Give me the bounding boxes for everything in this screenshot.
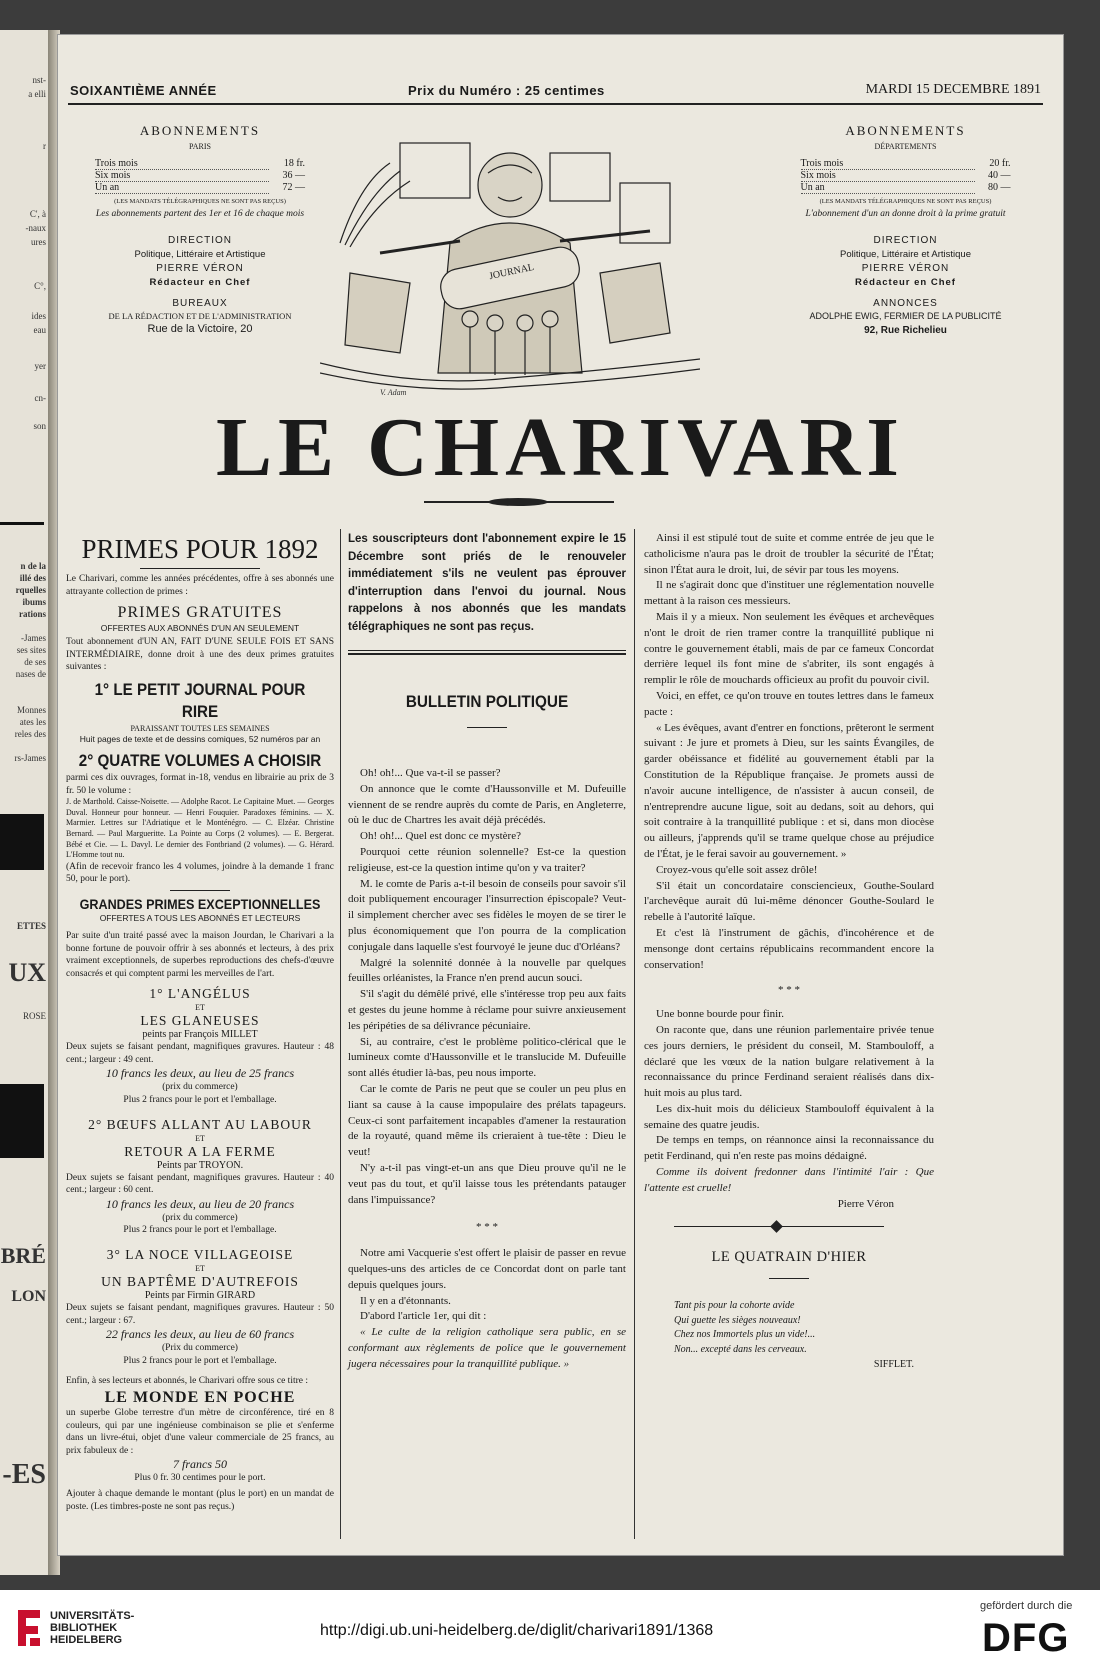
strip-fragment: r [43,141,46,151]
bulletin-title: BULLETIN POLITIQUE [405,692,569,711]
g3-commerce: (Prix du commerce) [162,1343,238,1354]
et-label: ET [195,1003,205,1013]
g1-price: 10 francs les deux, au lieu de 25 francs [105,1066,295,1081]
mandats-note: (LES MANDATS TÉLÉGRAPHIQUES NE SONT PAS REÇUS) [819,198,992,205]
g2-text: Deux sujets se faisant pendant, magnifiques gravures. Hauteur : 40 cent.; largeur : 60 cent. [66,1172,334,1196]
strip-fragment: eau [33,325,46,335]
address: Rue de la Victoire, 20 [147,323,253,335]
primes-column [66,533,334,1513]
bulletin-paragraph: Il y en a d'étonnants. [360,1294,451,1307]
logo-line: HEIDELBERG [50,1634,123,1646]
column-rule [634,529,635,1539]
grandes-title: GRANDES PRIMES EXCEPTIONNELLES [79,895,321,912]
director-name: PIERRE VÉRON [156,263,244,274]
title-rule-ornament [488,498,548,506]
primes-title: PRIMES POUR 1892 [81,534,319,564]
bulletin-paragraph: Pourquoi cette réunion solennelle? Est-ce la question religieuse, est-ce la question intime qu'on y va traiter? [348,845,626,874]
bulletin-paragraph: On annonce que le comte d'Haussonville et M. Dufeuille viennent de se rendre auprès du comte de Paris, en Angleterre, où le duc de Chartres les avait déjà précédés. [348,782,626,827]
col3-paragraph: On raconte que, dans une réunion parlementaire privée tenue ces jours derniers, le président du conseil, M. Stambouloff, a déclaré que les vœux de la nation bulgare relativement à la reconnaissance du prince Ferdinand seraient réalisés dans dix-huit mois au plus tard. [644,1023,934,1100]
logo-line: UNIVERSITÄTS- [50,1610,135,1622]
g1-title-b: LES GLANEUSES [140,1013,260,1029]
et-label: ET [195,1133,205,1143]
year-label: SOIXANTIÈME ANNÉE [70,83,217,98]
section-rule [467,727,507,728]
direction-label: DIRECTION [873,235,938,246]
price-row: Trois mois 20 fr. [800,158,1011,169]
grandes-sub: OFFERTES A TOUS LES ABONNÉS ET LECTEURS [99,912,301,923]
quatrain-line: Tant pis pour la cohorte avide [674,1300,795,1312]
masthead-illustration [320,123,700,403]
quatrain-line: Chez nos Immortels plus un vide!... [674,1329,816,1341]
strip-fragment: ROSE [22,1011,46,1021]
subscriptions-sub: DÉPARTEMENTS [874,142,937,151]
strip-fragment: C°, [34,281,46,291]
books-pile [600,263,670,343]
strip-fragment: a elli [28,89,46,99]
strip-fragment: son [33,421,46,431]
annonces-label: ANNONCES [873,298,938,309]
monde-text: un superbe Globe terrestre d'un mètre de circonférence, tiré en 8 couleurs, qui par une ingénieuse combinaison se plie et s'enferme dans un livre-étui, objet d'une valeur commerciale de 25 francs, au prix fabuleux de : [66,1408,334,1456]
g1-commerce: (prix du commerce) [162,1082,238,1093]
heidelberg-logo-icon [14,1608,44,1648]
section-rule [769,1278,809,1279]
bulletin-paragraph: Notre ami Vacquerie s'est offert le plaisir de passer en revue quelques-uns des articles de ce Concordat dont on parle tant depuis quelques jours. [348,1247,626,1291]
subscriptions-heading: ABONNEMENTS [139,123,261,138]
newspaper-title: LE CHARIVARI [216,401,905,494]
bulletin-paragraph: « Le culte de la religion catholique sera public, en se conformant aux règlements de police que le gouvernement jugera nécessaires pour la tranquillité publique. » [348,1326,626,1370]
figure-head [478,153,542,217]
strip-fragment: reles des [14,729,46,739]
subscriptions-italic: Les abonnements partent des 1er et 16 de chaque mois [95,209,305,219]
strip-fragment: -ES [2,1459,46,1490]
price-row: Six mois 36 — [95,170,305,181]
col3-paragraph: « Les évêques, avant d'entrer en fonctions, prêteront le serment suivant : Je jure et promets à Dieu, sur les saints Évangiles, de garder obéissance et fidélité au gouvernement établi par la Constitution de la République française. Je promets aussi de n'avoir aucune intelligence, de n'assister à aucun conseil, de n'entreprendre aucune ligue, soit au dedans, soit au dehors, qui soit contraire à la tranquillité publique : et si, dans mon diocèse ou ailleurs, j'apprends qu'il se trame quelque chose au préjudice de l'État, je le ferai savoir au gouvernement. » [644,721,934,860]
quatrain-line: Non... excepté dans les cerveaux. [674,1343,807,1355]
strip-fragment: rs-James [14,753,46,763]
bureaux-sub: DE LA RÉDACTION ET DE L'ADMINISTRATION [108,311,292,321]
g3-text: Deux sujets se faisant pendant, magnifiques gravures. Hauteur : 50 cent.; largeur : 67. [66,1303,334,1326]
col3-paragraph: Les dix-huit mois du délicieux Stambouloff équivalent à la semaine des quatre jeudis. [644,1102,934,1131]
monde-title: LE MONDE EN POCHE [104,1389,296,1406]
renewal-notice: Les souscripteurs dont l'abonnement expire le 15 Décembre sont priés de le renouveler immédiatement s'ils ne veulent pas éprouver d'interruption dans l'envoi du journal. Nous rappelons à nos abonnés que les mandats télégraphiques ne sont pas reçus. [348,533,626,633]
strip-fragment: -naux [25,223,46,233]
g2-title: 2° BŒUFS ALLANT AU LABOUR [88,1116,312,1132]
g2-title-b: RETOUR A LA FERME [124,1143,276,1159]
direction-sub: Politique, Littéraire et Artistique [134,249,266,260]
price-row: Un an 80 — [800,182,1011,193]
subscriptions-left [70,123,330,335]
strip-fragment: -James [21,633,46,643]
strip-fragment: Monnes [17,705,46,715]
strip-fragment: nases de [15,669,46,679]
double-rule [348,653,626,655]
g3-port: Plus 2 francs pour le port et l'emballage. [123,1355,277,1366]
strip-fragment: LON [11,1288,46,1305]
g3-author: Peints par Firmin GIRARD [144,1290,256,1302]
quatrain-line: Qui guette les sièges nouveaux! [674,1314,801,1326]
bulletin-paragraph: Si, au contraire, c'est le problème politico-clérical que le lumineux comte d'Haussonville et le translucide M. Dufeuille sont allés étudier là-bas, peu nous importe. [348,1035,626,1080]
strip-fragment: ses sites [16,645,46,655]
bulletin-paragraph: Oh! oh!... Que va-t-il se passer? [360,767,501,779]
prime-2-title: 2° QUATRE VOLUMES A CHOISIR [78,751,322,770]
primes-intro: Le Charivari, comme les années précédentes, offre à ses abonnés une attrayante collection de primes : [66,574,334,597]
right-column [644,531,934,1373]
bulletin-paragraph: Oh! oh!... Quel est donc ce mystère? [360,830,521,843]
prime-1-text: Huit pages de texte et de dessins comiques, 52 numéros par an [79,733,321,744]
col3-paragraph: Mais il y a mieux. Non seulement les évêques et archevêques n'ont le droit de rien tramer contre la tranquillité publique ni contre le gouvernement établi, mais de par ce fameux Concordat derrière lequel ils font mine de s'abriter, ils sont engagés à remplir le rôle de mouchards officieux au profit du pouvoir civil. [644,610,934,687]
ornament-rule [644,1212,934,1242]
column-rule [340,529,341,1539]
digitization-footer [0,1590,1100,1674]
newspaper-page [58,35,1063,1555]
strip-ad-block [0,814,44,870]
g3-title-b: UN BAPTÊME D'AUTREFOIS [101,1274,299,1290]
section-rule [140,568,260,569]
monde-port: Plus 0 fr. 30 centimes pour le port. [134,1473,266,1484]
offer-text: Tout abonnement d'UN AN, FAIT D'UNE SEULE FOIS ET SANS INTERMÉDIAIRE, donne droit à une des deux primes gratuites suivantes : [66,637,334,673]
prime-2-text: parmi ces dix ouvrages, format in-18, vendus en librairie au prix de 3 fr. 50 le volume : [66,772,334,796]
strip-fragment: rquelles [15,585,46,595]
bulletin-paragraph: M. le comte de Paris a-t-il besoin de conseils pour savoir s'il doit publiquement encourager l'insurrection épiscopale? Veut-il simplement chercher avec ses fidèles le moyen de se tirer le plus économiquement que l'on pourra de la complication conjugale dans laquelle s'est fourvoyé le jeune duc d'Orléans? [348,877,626,953]
strip-fragment: n de la [20,561,46,571]
picture-frame [550,153,610,201]
address: 92, Rue Richelieu [864,325,947,336]
gratuites-heading: PRIMES GRATUITES [117,604,283,622]
ornament-diamond [770,1221,783,1234]
strip-ad-block [0,1084,44,1158]
g1-port: Plus 2 francs pour le port et l'emballage. [123,1095,277,1106]
director-role: Rédacteur en Chef [149,277,251,288]
col3-paragraph: Ainsi il est stipulé tout de suite et comme entrée de jeu que le catholicisme n'aura pas le droit de troubler la sécurité de l'État; sinon l'État aura le droit, lui, de sévir par tous les moyens. [644,532,934,576]
bulletin-paragraph: D'abord l'article 1er, qui dit : [360,1310,487,1323]
engraver-signature: V. Adam [380,388,407,397]
grandes-text: Par suite d'un traité passé avec la maison Jourdan, le Charivari a la bonne fortune de pouvoir offrir à ses abonnés et lecteurs, à des prix vraiment exceptionnels, de superbes reproductions des chefs-d'œuvre consacrés et qui comptent parmi les merveilles de l'art. [66,930,334,979]
direction-label: DIRECTION [168,235,232,246]
stars-separator: * * * [476,1221,498,1234]
col3-paragraph: Une bonne bourde pour finir. [656,1008,784,1021]
prime-2-list: J. de Marthold. Caisse-Noisette. — Adolphe Racot. Le Capitaine Muet. — Georges Duval. Honneur pour honneur. — Henri Fouquier. Paradoxes féminins. — X. Marmier. Lettres sur l'Adriatique et le Monténégro. — C. Elzéar. Christine Bernard. — Paul Margueritte. La Pointe au Corps (2 volumes). — E. Bergerat. Bébé et Cie. — L. Davyl. Le dernier des Fontbriand (2 volumes). — G. Hérard. L'Homme tout nu. [66,797,334,860]
header-rule [68,103,1043,105]
director-role: Rédacteur en Chef [855,277,956,288]
strip-rule [0,522,44,525]
date-label: MARDI 15 DECEMBRE 1891 [865,82,1041,97]
dfg-logo: DFG [982,1616,1070,1660]
price-row: Six mois 40 — [800,170,1011,181]
strip-fragment: ETTES [16,921,46,931]
illustration-svg [320,123,700,403]
double-rule [348,650,626,651]
journal-word: JOURNAL [488,261,536,283]
col3-paragraph: Croyez-vous qu'elle soit assez drôle! [656,863,818,876]
papers-pile [345,273,410,353]
price-label: Prix du Numéro : 25 centimes [408,83,605,98]
permalink[interactable]: http://digi.ub.uni-heidelberg.de/diglit/charivari1891/1368 [320,1622,714,1639]
subscriptions-heading: ABONNEMENTS [845,123,966,138]
strip-fragment: rations [19,609,46,619]
logo-line: BIBLIOTHEK [50,1622,118,1634]
col3-paragraph: Il ne s'agirait donc que d'instituer une réglementation nouvelle mettant à la raison ces messieurs. [644,579,934,608]
strip-fragment: ates les [19,717,46,727]
col3-paragraph: Et c'est là l'instrument de gâchis, d'incohérence et de mensonge dont certains républicains recommandent encore la conservation! [644,926,934,971]
col3-paragraph: De temps en temps, on réannonce ainsi la reconnaissance du petit Ferdinand, qui n'en reste pas moins dédaigné. [644,1134,934,1163]
price-row: Un an 72 — [95,182,305,193]
g2-price: 10 francs les deux, au lieu de 20 francs [105,1196,295,1211]
subscriptions-italic: L'abonnement d'un an donne droit à la prime gratuit [805,209,1006,219]
prime-2-note: (Afin de recevoir franco les 4 volumes, joindre à la demande 1 franc 50, pour le port). [66,861,334,885]
strip-fragment: ides [31,311,46,321]
price-row: Trois mois 18 fr. [95,158,305,169]
annonces-line: ADOLPHE EWIG, FERMIER DE LA PUBLICITÉ [809,311,1002,321]
col3-paragraph: Comme ils doivent fredonner dans l'intimité l'air : Que l'attente est cruelle! [644,1166,934,1194]
monde-note: Ajouter à chaque demande le montant (plus le port) en un mandat de poste. (Les timbres-poste ne sont pas reçus.) [66,1488,334,1512]
funded-by-label: gefördert durch die [980,1600,1073,1612]
small-head [487,315,503,331]
small-head [517,315,533,331]
quatrain-signature: SIFFLET. [873,1359,914,1371]
offertes-line: OFFERTES AUX ABONNÉS D'UN AN SEULEMENT [100,623,300,634]
article-signature: Pierre Véron [837,1197,894,1210]
strip-fragment: ibums [22,597,46,607]
g1-title: 1° L'ANGÉLUS [149,986,251,1002]
small-head [462,311,478,327]
quatrain-title: LE QUATRAIN D'HIER [711,1249,867,1266]
enfin-text: Enfin, à ses lecteurs et abonnés, le Charivari offre sous ce titre : [66,1376,308,1387]
mandats-note: (LES MANDATS TÉLÉGRAPHIQUES NE SONT PAS REÇUS) [114,198,286,205]
strip-fragment: ures [31,237,46,247]
stars-separator: * * * [778,984,800,997]
strip-fragment: nst- [32,75,46,85]
g3-price: 22 francs les deux, au lieu de 60 francs [105,1327,295,1342]
bulletin-paragraph: Car le comte de Paris ne peut que se couler un peu plus en liant sa cause à la cause impopulaire des prélats tapageurs. Ceux-ci sont parfaitement incapables d'amener la restauration de la royauté, quand même ils crieraient à tue-tête : Dieu le veut! [348,1082,626,1159]
subscriptions-right [758,123,1053,336]
monde-price: 7 francs 50 [173,1457,227,1472]
et-label: ET [195,1264,205,1274]
g2-commerce: (prix du commerce) [162,1212,238,1223]
prime-1-sub: PARAISSANT TOUTES LES SEMAINES [130,723,270,733]
adjacent-page-strip [0,30,48,1575]
col3-paragraph: S'il était un concordataire consciencieux, Gouthe-Soulard l'archevêque aurait dû lui-même dénoncer Gouthe-Soulard le rebelle à l'autorité laïque. [644,879,934,924]
strip-fragment: illé des [19,573,46,583]
subscriptions-sub: PARIS [189,142,211,151]
strip-fragment: BRÉ [0,1243,46,1268]
g3-title: 3° LA NOCE VILLAGEOISE [106,1247,294,1263]
strip-fragment: C', à [29,209,46,219]
strip-fragment: UX [8,958,46,987]
bulletin-paragraph: N'y a-t-il pas vingt-et-un ans que Dieu prouve qu'il ne le veut pas du tout, et qu'il laisse tous les prétendants patauger dans l'impuissance? [348,1161,626,1206]
section-rule [170,890,230,891]
strip-fragment: cn- [34,393,46,403]
prime-1-title: 1° LE PETIT JOURNAL POUR RIRE [94,680,306,721]
col3-paragraph: Voici, en effet, ce qu'on trouve en toutes lettres dans le fameux pacte : [644,689,934,718]
bureaux-label: BUREAUX [172,298,228,309]
g2-port: Plus 2 francs pour le port et l'emballage. [123,1225,277,1236]
director-name: PIERRE VÉRON [861,263,950,274]
strip-fragment: yer [34,361,46,371]
bulletin-paragraph: Malgré la solennité donnée à la nouvelle par quelques feuilles orléanistes, la France n'en prend aucun souci. [348,956,626,985]
g1-author: peints par François MILLET [142,1029,258,1041]
small-head [542,311,558,327]
middle-column [348,531,626,1372]
g1-text: Deux sujets se faisant pendant, magnifiques gravures. Hauteur : 48 cent.; largeur : 49 cent. [66,1042,334,1065]
direction-sub: Politique, Littéraire et Artistique [840,249,971,260]
g2-author: Peints par TROYON. [156,1159,244,1171]
bulletin-paragraph: S'il s'agit du démêlé privé, elle s'intéresse trop peu aux faits et gestes du jeune homme à réclame pour suivre anxieusement les péripéties de sa délivrance pécuniaire. [348,988,626,1032]
picture-frame [400,143,470,198]
strip-fragment: de ses [24,657,46,667]
